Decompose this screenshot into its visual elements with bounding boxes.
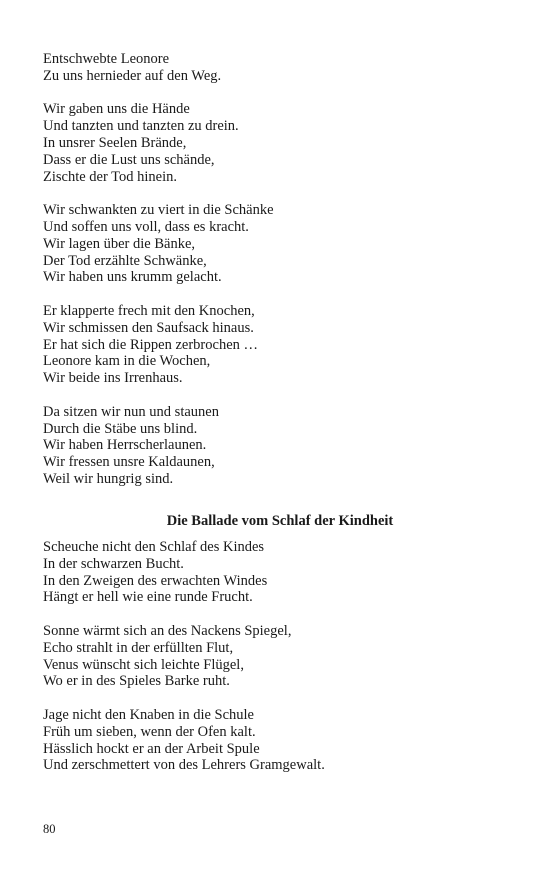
verse-line: Wir fressen unsre Kaldaunen, [43, 454, 215, 471]
verse-line: Venus wünscht sich leichte Flügel, [43, 656, 244, 673]
stanza [43, 539, 513, 606]
verse-line: Da sitzen wir nun und staunen [43, 403, 219, 420]
verse-line: Er hat sich die Rippen zerbrochen … [43, 336, 259, 353]
verse-line: Durch die Stäbe uns blind. [43, 420, 198, 437]
poem-ballade [43, 539, 513, 774]
stanza-gap [43, 606, 513, 623]
verse-line: Wir lagen über die Bänke, [43, 235, 196, 252]
verse-line: Und soffen uns voll, dass es kracht. [43, 218, 249, 235]
stanza-gap [43, 286, 513, 303]
verse-line: Zu uns hernieder auf den Weg. [43, 67, 222, 84]
poem-title: Die Ballade vom Schlaf der Kindheit [166, 513, 394, 529]
verse-line: Wir schwankten zu viert in die Schänke [43, 202, 274, 219]
verse-line: Wir gaben uns die Hände [43, 101, 190, 118]
stanza-gap [43, 690, 513, 707]
verse-line: Dass er die Lust uns schände, [43, 151, 215, 168]
verse-line: In der schwarzen Bucht. [43, 555, 184, 572]
verse-line: Wir beide ins Irrenhaus. [43, 370, 183, 387]
verse-line: Entschwebte Leonore [43, 51, 170, 67]
verse-line: Und tanzten und tanzten zu drein. [43, 118, 239, 135]
verse-line: Scheuche nicht den Schlaf des Kindes [43, 539, 265, 555]
page-number: 80 [43, 822, 56, 836]
poem-continued [43, 51, 513, 488]
verse-line: Echo strahlt in der erfüllten Flut, [43, 639, 234, 656]
stanza-gap [43, 185, 513, 202]
verse-line: Er klapperte frech mit den Knochen, [43, 302, 255, 319]
verse-line: Und zerschmettert von des Lehrers Gramgewalt. [43, 757, 325, 774]
stanza [43, 623, 513, 690]
verse-line: Weil wir hungrig sind. [43, 470, 174, 487]
verse-line: Wir haben uns krumm gelacht. [43, 269, 222, 286]
verse-line: Leonore kam in die Wochen, [43, 353, 211, 370]
verse-line: Der Tod erzählte Schwänke, [43, 252, 207, 269]
verse-line: In unsrer Seelen Brände, [43, 134, 187, 151]
verse-line: Hängt er hell wie eine runde Frucht. [43, 589, 253, 606]
verse-line: Wir schmissen den Saufsack hinaus. [43, 319, 254, 336]
verse-line: In den Zweigen des erwachten Windes [43, 572, 268, 589]
stanza [43, 101, 513, 185]
verse-line: Jage nicht den Knaben in die Schule [43, 706, 254, 723]
stanza-gap [43, 85, 513, 102]
verse-line: Wir haben Herrscherlaunen. [43, 437, 207, 454]
stanza-gap [43, 387, 513, 404]
verse-line: Hässlich hockt er an der Arbeit Spule [43, 740, 260, 757]
stanza [43, 707, 513, 774]
verse-line: Zischte der Tod hinein. [43, 168, 178, 185]
stanza [43, 51, 513, 85]
verse-line: Sonne wärmt sich an des Nackens Spiegel, [43, 622, 292, 639]
stanza [43, 303, 513, 387]
verse-line: Früh um sieben, wenn der Ofen kalt. [43, 723, 256, 740]
stanza [43, 404, 513, 488]
stanza [43, 202, 513, 286]
verse-line: Wo er in des Spieles Barke ruht. [43, 673, 230, 690]
